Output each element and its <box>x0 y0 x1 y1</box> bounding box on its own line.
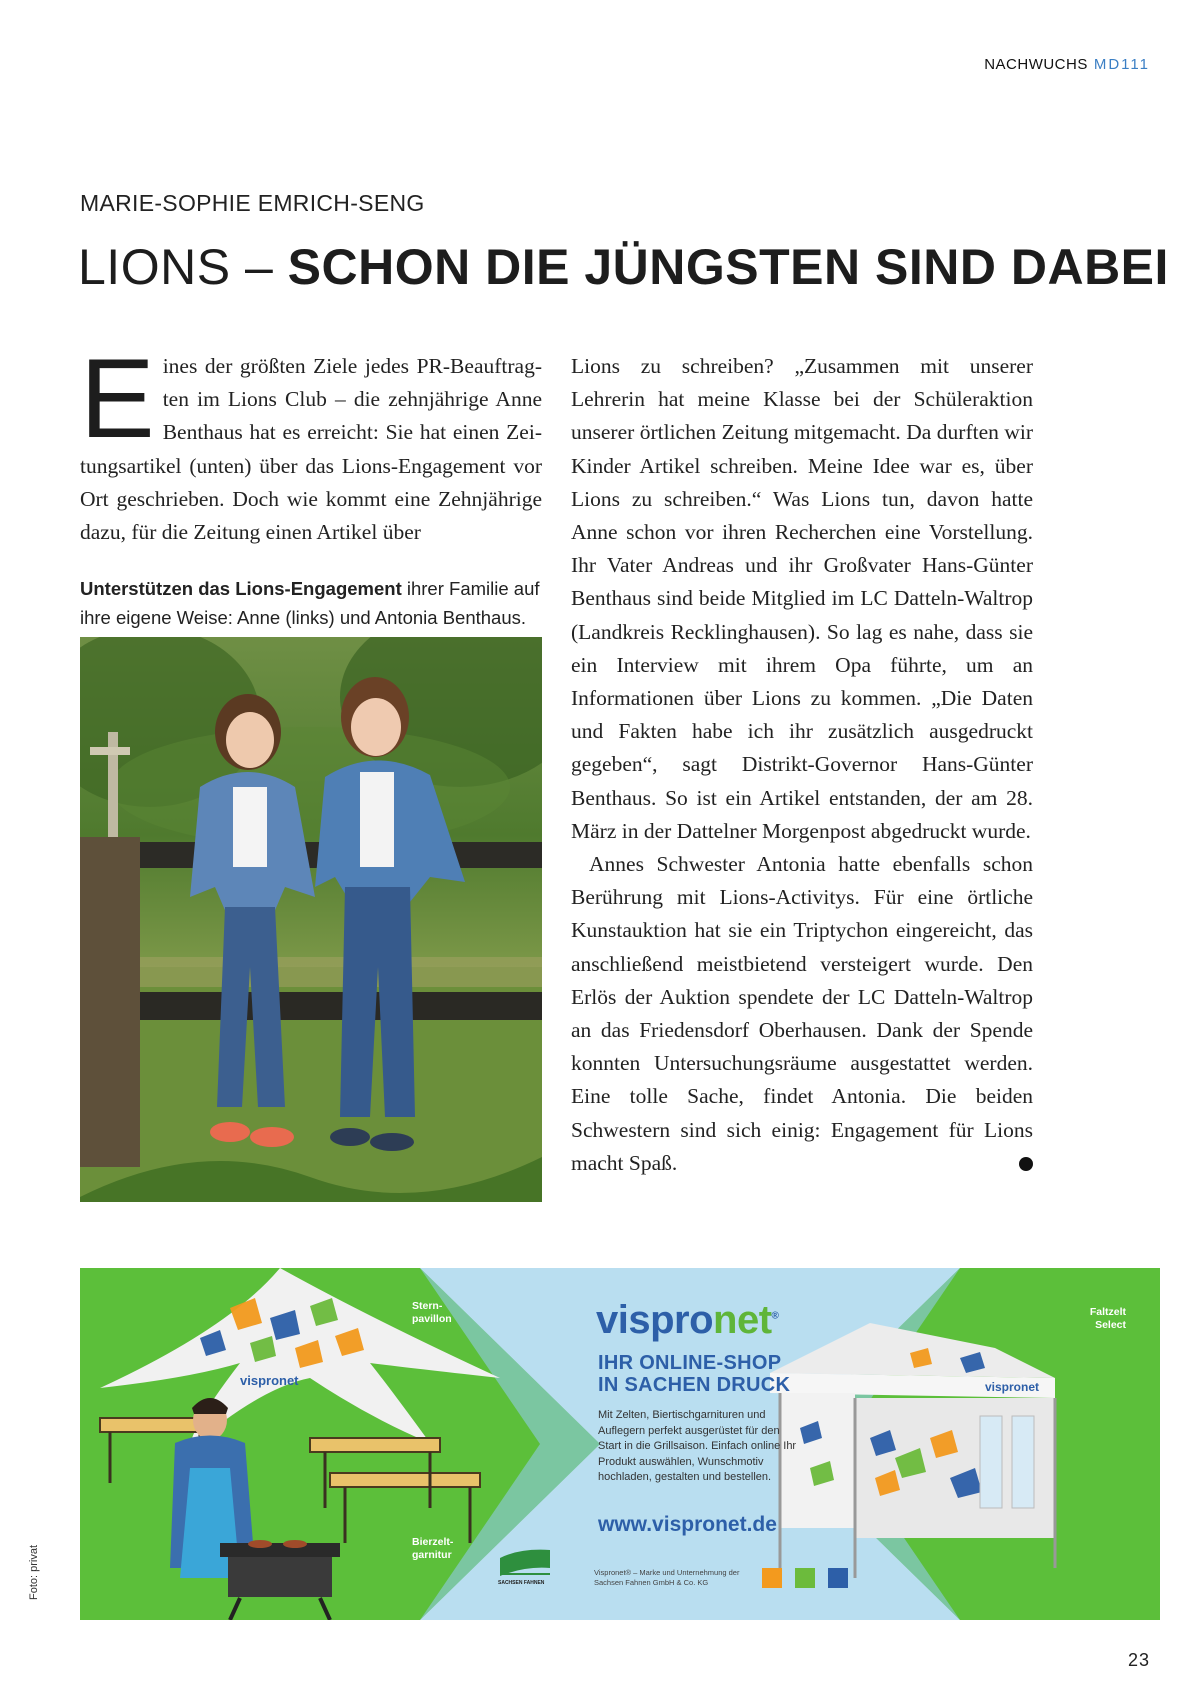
sachsen-fahnen-logo: SACHSEN FAHNEN <box>498 1580 545 1586</box>
drop-cap: E <box>80 336 155 461</box>
magazine-name: MD111 <box>1093 56 1150 73</box>
caption-text: ihrer Familie auf ihre eigene Weise: Anne (links) und Antonia Benthaus. <box>80 578 540 628</box>
label-sternpavillon: Stern- pavillon <box>412 1300 452 1325</box>
body-paragraph-2-text: Annes Schwester Antonia hatte ebenfalls schon Berührung mit Lions-Activitys. Für eine örtliche Kunstauktion hat sie ein Triptychon eingereicht, das anschließend meistbietend versteigert wurde. Den Erlös der Auktion spendete der LC Datteln-Waltrop an das Friedensdorf Oberhausen. Dank der Spende konnten Untersuchungsräume ausgestattet werden. Eine tolle Sache, findet Antonia. Die beiden Schwestern sind sich einig: Engagement für Lions macht Spaß. <box>571 852 1033 1175</box>
body-column-2 <box>571 350 1044 1180</box>
section-name: NACHWUCHS <box>984 56 1088 73</box>
ad-url-link[interactable]: www.vispronet.de <box>598 1513 777 1536</box>
photo-caption <box>80 574 546 632</box>
end-mark-icon: L <box>1019 1157 1033 1171</box>
photo-credit: Foto: privat <box>28 1544 40 1600</box>
body-column-1 <box>80 336 542 549</box>
article-title <box>78 238 1169 296</box>
title-prefix: LIONS – <box>78 239 288 295</box>
green-square-icon <box>795 1568 815 1588</box>
tent-brand-text: vispronet <box>985 1380 1040 1394</box>
author-name: MARIE-SOPHIE EMRICH-SENG <box>80 190 425 216</box>
title-main: SCHON DIE JÜNGSTEN SIND DABEI <box>287 239 1169 295</box>
blue-square-icon <box>828 1568 848 1588</box>
body-paragraph-2 <box>571 848 1044 1180</box>
body-text-1: ines der größten Ziele jedes PR-Beauftragten im Lions Club – die zehnjährige Anne Benthaus hat es erreicht: Sie hat einen Zeitungsartikel (unten) über das Lions-Engagement vor Ort geschrieben. Doch wie kommt eine Zehnjährige dazu, für die Zeitung einen Artikel über <box>80 354 542 545</box>
vispronet-logo[interactable]: vispronet® <box>596 1298 779 1342</box>
pavilion-brand-text: vispronet <box>240 1373 299 1388</box>
running-header <box>984 56 1150 73</box>
label-faltzelt: Faltzelt Select <box>1089 1306 1126 1331</box>
label-bierzeltgarnitur: Bierzelt- garnitur <box>412 1536 454 1561</box>
vispronet-advertisement[interactable] <box>80 1268 1160 1620</box>
ad-headline: IHR ONLINE-SHOP IN SACHEN DRUCK <box>598 1352 791 1396</box>
ad-body-text: Mit Zelten, Biertischgarnituren und Auflegern perfekt ausgerüstet für den Start in die Grillsaison. Einfach online Ihr Produkt auswählen, Wunschmotiv hochladen, gestalten und bestellen. <box>598 1409 797 1483</box>
body-paragraph-1: Lions zu schreiben? „Zusammen mit unserer Lehrerin hat meine Klasse bei der Schüleraktion unserer örtlichen Zeitung mitgemacht. Da durften wir Kinder Artikel schreiben. Meine Idee war es, über Lions zu schreiben.“ Was Lions tun, davon hatte Anne schon vor ihren Recherchen eine Vorstellung. Ihr Vater Andreas und ihr Großvater Hans-Günter Benthaus sind beide Mitglied im LC Datteln-Waltrop (Landkreis Recklinghausen). So lag es nahe, dass sie ein Interview mit ihrem Opa führte, um an Informationen über Lions zu kommen. „Die Daten und Fakten habe ich ihr zusätzlich ausgedruckt gegeben“, sagt Distrikt-Governor Hans-Günter Benthaus. So ist ein Artikel entstanden, der am 28. März in der Dattelner Morgenpost abgedruckt wurde. <box>571 354 1033 843</box>
photo-sisters <box>80 637 542 1202</box>
orange-square-icon <box>762 1568 782 1588</box>
ad-legal-text: Vispronet® – Marke und Unternehmung der Sachsen Fahnen GmbH & Co. KG <box>594 1568 740 1587</box>
caption-lead: Unterstützen das Lions-Engagement <box>80 578 402 599</box>
page-number: 23 <box>1127 1650 1150 1670</box>
